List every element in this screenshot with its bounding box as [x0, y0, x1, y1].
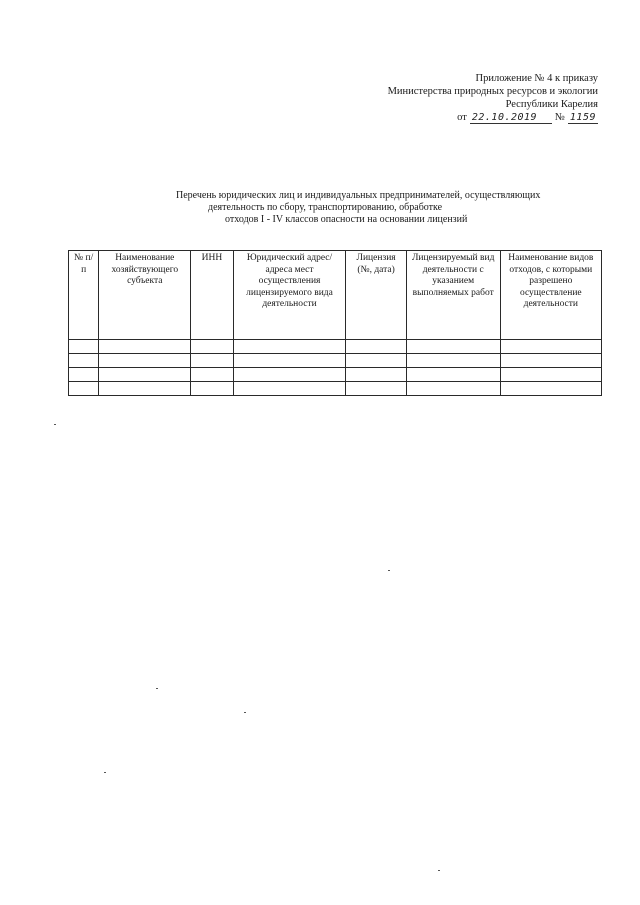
table-row — [69, 354, 602, 368]
table-cell — [500, 354, 601, 368]
number-prefix: № — [554, 112, 565, 123]
col-header-inn: ИНН — [191, 251, 233, 340]
table-cell — [191, 340, 233, 354]
table-row — [69, 340, 602, 354]
table-cell — [500, 382, 601, 396]
license-register-table — [68, 250, 602, 396]
table-cell — [69, 340, 99, 354]
scan-speck — [156, 688, 158, 689]
table-cell — [99, 340, 191, 354]
table-cell — [69, 354, 99, 368]
table-row — [69, 368, 602, 382]
title-line-2: деятельность по сбору, транспортированию, обработке — [208, 202, 443, 213]
scan-speck — [104, 772, 106, 773]
ministry-name: Министерства природных ресурсов и экологии — [387, 86, 598, 97]
col-header-entity-name: Наименование хозяйствующего субъекта — [99, 251, 191, 340]
table-cell — [233, 368, 346, 382]
table-cell — [233, 382, 346, 396]
col-header-license: Лицензия (№, дата) — [346, 251, 406, 340]
scan-speck — [438, 870, 440, 871]
table-row — [69, 382, 602, 396]
scan-speck — [54, 424, 56, 425]
col-header-address: Юридический адрес/адреса мест осуществления лицензируемого вида деятельности — [233, 251, 346, 340]
table-cell — [346, 368, 406, 382]
table-cell — [233, 354, 346, 368]
table-cell — [69, 368, 99, 382]
republic-name: Республики Карелия — [505, 99, 598, 110]
title-line-1: Перечень юридических лиц и индивидуальных предпринимателей, осуществляющих — [176, 190, 541, 201]
order-date: 22.10.2019 — [470, 112, 552, 124]
table-cell — [99, 382, 191, 396]
table-cell — [191, 382, 233, 396]
table-cell — [346, 354, 406, 368]
table-cell — [346, 340, 406, 354]
date-prefix: от — [457, 112, 467, 123]
table-cell — [406, 354, 500, 368]
table-cell — [406, 382, 500, 396]
scan-speck — [388, 570, 390, 571]
document-title — [150, 190, 610, 226]
col-header-activity: Лицензируемый вид деятельности с указанием выполняемых работ — [406, 251, 500, 340]
order-reference — [358, 111, 598, 124]
table-cell — [191, 354, 233, 368]
table-cell — [99, 354, 191, 368]
table-cell — [69, 382, 99, 396]
scan-speck — [244, 712, 246, 713]
table-cell — [346, 382, 406, 396]
table-cell — [500, 340, 601, 354]
col-header-number: № п/п — [69, 251, 99, 340]
table-cell — [406, 368, 500, 382]
appendix-label: Приложение № 4 к приказу — [475, 73, 598, 84]
col-header-waste-types: Наименование видов отходов, с которыми разрешено осуществление деятельности — [500, 251, 601, 340]
table-cell — [191, 368, 233, 382]
table-cell — [99, 368, 191, 382]
order-number: 1159 — [569, 112, 596, 123]
title-line-3: отходов I - IV классов опасности на основании лицензий — [225, 214, 468, 225]
table-header-row — [69, 251, 602, 340]
table-cell — [500, 368, 601, 382]
table-cell — [406, 340, 500, 354]
appendix-header — [358, 72, 598, 124]
table-cell — [233, 340, 346, 354]
